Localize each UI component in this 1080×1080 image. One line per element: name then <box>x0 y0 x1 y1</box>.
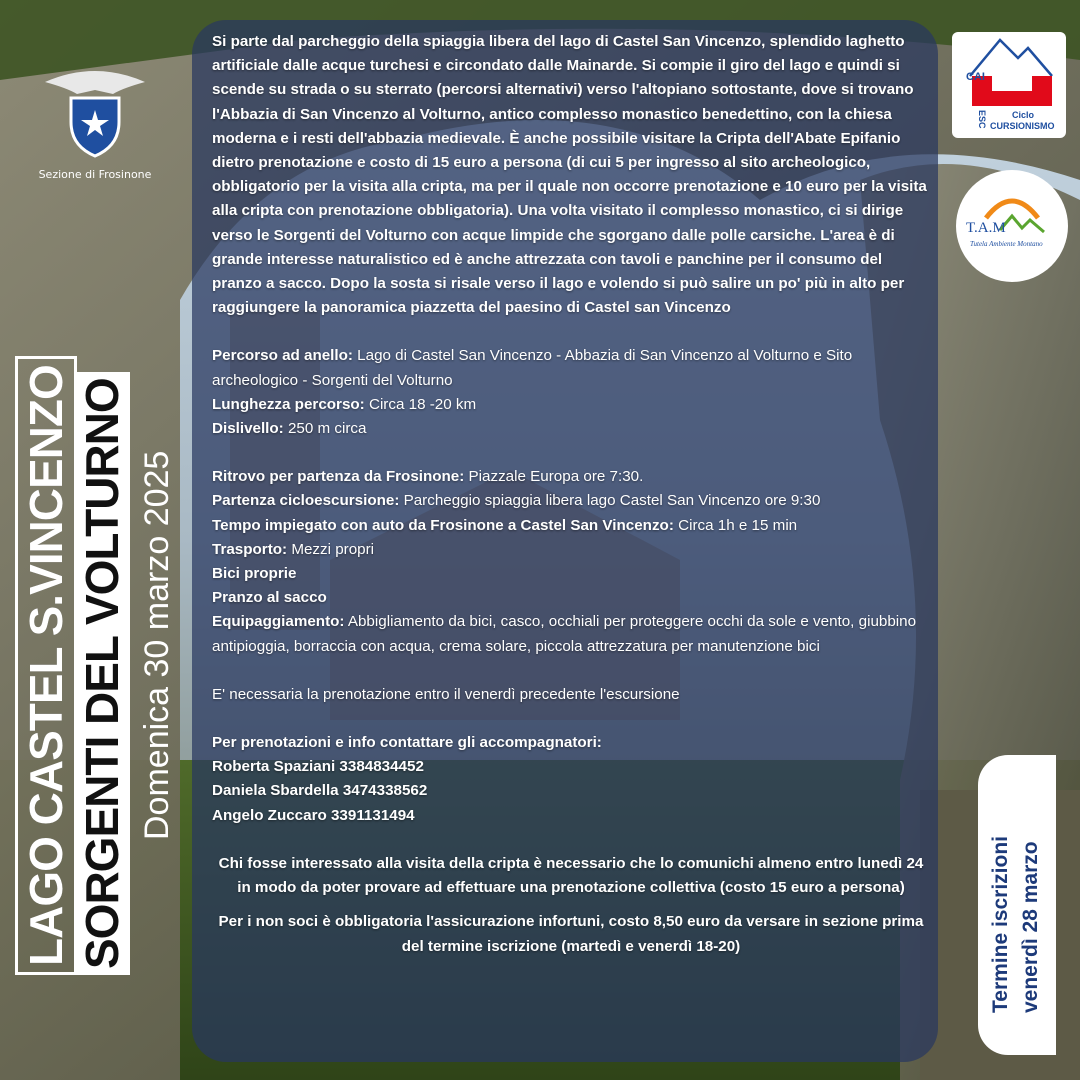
dislivello-value: 250 m circa <box>283 420 367 438</box>
eagle-emblem-icon <box>35 60 155 160</box>
info-content <box>212 30 930 959</box>
bici-label: Bici proprie <box>212 565 297 583</box>
contact-1 <box>212 755 930 779</box>
contact-3 <box>212 804 930 828</box>
pranzo-label: Pranzo al sacco <box>212 589 327 607</box>
tam-logo <box>956 170 1068 282</box>
trasporto-line <box>212 538 930 562</box>
lunghezza-value: Circa 18 -20 km <box>364 395 477 413</box>
lunghezza-line <box>212 393 930 417</box>
equip-label: Equipaggiamento: <box>212 613 345 631</box>
partenza-value: Parcheggio spiaggia libera lago Castel San Vincenzo ore 9:30 <box>399 492 821 510</box>
deadline-line-2: venerdì 28 marzo <box>1019 841 1042 1013</box>
partenza-label: Partenza cicloescursione: <box>212 492 400 510</box>
equip-line <box>212 610 930 658</box>
assicurazione-note: Per i non soci è obbligatoria l'assicurazione infortuni, costo 8,50 euro da versare in sezione prima del termine iscrizione (martedì e venerdì 18-20) <box>218 913 924 955</box>
percorso-label: Percorso ad anello: <box>212 347 353 365</box>
title-lago: LAGO CASTEL S.VINCENZO <box>15 356 77 975</box>
dislivello-line <box>212 417 930 441</box>
esc-logo-text: ESC <box>977 110 987 129</box>
cai-logo-text: CAI <box>966 71 985 83</box>
ciclo-logo-text: Ciclo <box>1012 110 1035 120</box>
equip-value: Abbigliamento da bici, casco, occhiali per proteggere occhi da sole e vento, giubbino antipioggia, borraccia con acqua, crema solare, piccola attrezzatura per manutenzione bici <box>212 613 917 655</box>
mountain-flag-icon <box>952 32 1066 138</box>
contact-2-text: Daniela Sbardella 3474338562 <box>212 782 428 800</box>
tempo-line <box>212 514 930 538</box>
lunghezza-label: Lunghezza percorso: <box>212 395 365 413</box>
event-date-text: Domenica 30 marzo 2025 <box>138 450 176 840</box>
dislivello-label: Dislivello: <box>212 420 284 438</box>
trasporto-value: Mezzi propri <box>287 540 375 558</box>
ritrovo-label: Ritrovo per partenza da Frosinone: <box>212 468 465 486</box>
title-line-2 <box>78 372 126 975</box>
tam-logo-text: T.A.M <box>966 220 1006 236</box>
tempo-value: Circa 1h e 15 min <box>673 516 798 534</box>
pranzo-line <box>212 586 930 610</box>
event-date <box>138 451 177 840</box>
sun-mountain-icon <box>956 170 1068 282</box>
prenotazione-note: E' necessaria la prenotazione entro il venerdì precedente l'escursione <box>212 685 680 703</box>
contact-2 <box>212 779 930 803</box>
percorso-value: Lago di Castel San Vincenzo - Abbazia di San Vincenzo al Volturno e Sito archeologico - Sorgenti del Volturno <box>212 347 853 389</box>
cai-cicloescursionismo-logo <box>952 32 1066 138</box>
trasporto-label: Trasporto: <box>212 540 288 558</box>
tempo-label: Tempo impiegato con auto da Frosinone a Castel San Vincenzo: <box>212 516 674 534</box>
ritrovo-value: Piazzale Europa ore 7:30. <box>464 468 644 486</box>
title-sorgenti: SORGENTI DEL VOLTURNO <box>74 372 130 975</box>
bici-line <box>212 562 930 586</box>
title-line-1 <box>22 356 70 975</box>
cai-logo <box>30 60 160 181</box>
cursionismo-logo-text: CURSIONISMO <box>990 121 1055 131</box>
cripta-note: Chi fosse interessato alla visita della cripta è necessario che lo comunichi almeno entro lunedì 24 in modo da poter provare ad effettuare una prenotazione collettiva (costo 15 euro a persona) <box>218 854 924 897</box>
tam-logo-sub: Tutela Ambiente Montano <box>970 240 1043 248</box>
contatti-label-text: Per prenotazioni e info contattare gli accompagnatori: <box>212 734 602 752</box>
contatti-label <box>212 731 930 755</box>
section-label: Sezione di Frosinone <box>38 168 152 181</box>
intro-paragraph: Si parte dal parcheggio della spiaggia libera del lago di Castel San Vincenzo, splendido laghetto artificiale dalle acque turchesi e circondato dalle Mainarde. Si compie il giro del lago e quindi si scende su strada o su sterrato (percorsi alternativi) verso l'altopiano sottostante, dove si trovano l'Abbazia di San Vincenzo al Volturno, antico complesso monastico benedettino, con la chiesa moderna e i resti dell'abbazia medievale. È anche possibile visitare la Cripta dell'Abate Epifanio dietro prenotazione e costo di 15 euro a persona (di cui 5 per ingresso al sito archeologico, obbligatorio per la visita alla cripta, ma per il quale non occorre prenotazione e 10 euro per la visita alla cripta con prenotazione obbligatoria). Una volta visitato il complesso monastico, ci si dirige verso le Sorgenti del Volturno con acque limpide che sgorgano dalle polle carsiche. L'area è di grande interesse naturalistico ed è anche attrezzata con tavoli e panchine per il consumo del pranzo a sacco. Dopo la sosta si risale verso il lago e volendo si può salire un po' più in alto per raggiungere la panoramica piazzetta del paesino di Castel san Vincenzo <box>212 33 927 317</box>
percorso-line <box>212 344 930 392</box>
contact-3-text: Angelo Zuccaro 3391131494 <box>212 806 415 824</box>
ritrovo-line <box>212 465 930 489</box>
deadline-tag <box>978 755 1056 1055</box>
partenza-line <box>212 489 930 513</box>
contact-1-text: Roberta Spaziani 3384834452 <box>212 758 424 776</box>
deadline-line-1: Termine iscrizioni <box>989 836 1012 1013</box>
